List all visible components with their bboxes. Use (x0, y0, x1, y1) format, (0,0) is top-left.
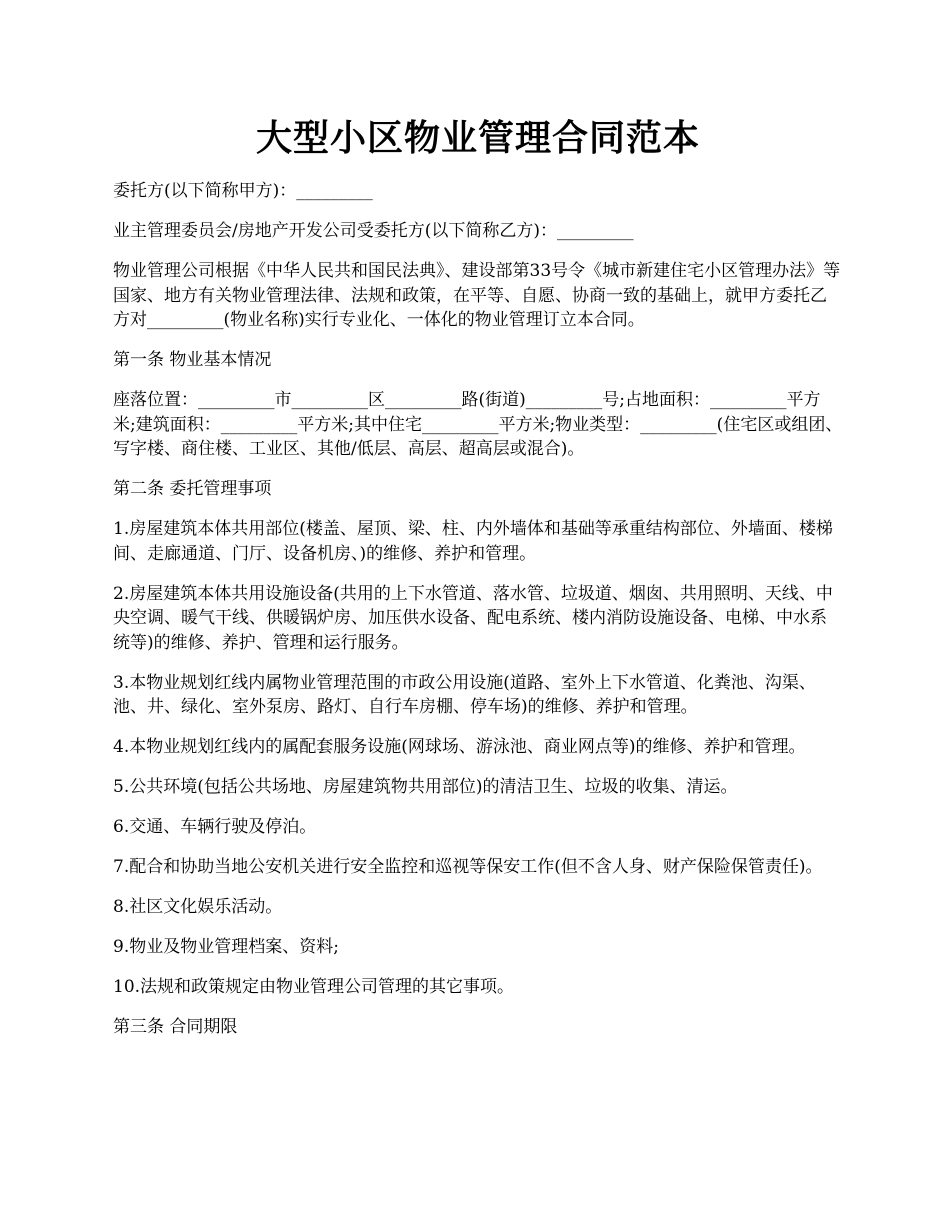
party-a-line: 委托方(以下简称甲方)：_________ (113, 181, 373, 201)
item-10-paragraph: 10.法规和政策规定由物业管理公司管理的其它事项。 (113, 977, 515, 997)
preamble-paragraph: 物业管理公司根据《中华人民共和国民法典》、建设部第33号令《城市新建住宅小区管理办法》等国家、地方有关物业管理法律、法规和政策，在平等、自愿、协商一致的基础上，就甲方委托乙方对_________(物业名称)实行专业化、一体化的物业管理订立本合同。 (113, 261, 841, 330)
item-6-paragraph: 6.交通、车辆行驶及停泊。 (113, 817, 317, 837)
item-4-paragraph: 4.本物业规划红线内的属配套服务设施(网球场、游泳池、商业网点等)的维修、养护和管理。 (113, 737, 806, 757)
document-page (113, 0, 843, 1040)
article-2-heading: 第二条 委托管理事项 (113, 479, 272, 499)
item-5-paragraph: 5.公共环境(包括公共场地、房屋建筑物共用部位)的清洁卫生、垃圾的收集、清运。 (113, 777, 738, 797)
party-b-line: 业主管理委员会/房地产开发公司受委托方(以下简称乙方)：_________ (113, 221, 634, 241)
item-9-paragraph: 9.物业及物业管理档案、资料; (113, 937, 339, 957)
item-3-paragraph: 3.本物业规划红线内属物业管理范围的市政公用设施(道路、室外上下水管道、化粪池、沟渠、池、井、绿化、室外泵房、路灯、自行车房棚、停车场)的维修、养护和管理。 (113, 672, 816, 717)
item-1-paragraph: 1.房屋建筑本体共用部位(楼盖、屋顶、梁、柱、内外墙体和基础等承重结构部位、外墙面、楼梯间、走廊通道、门厅、设备机房、)的维修、养护和管理。 (113, 519, 833, 564)
document-title: 大型小区物业管理合同范本 (255, 117, 700, 159)
article-1-heading: 第一条 物业基本情况 (113, 350, 272, 370)
article-3-heading: 第三条 合同期限 (113, 1017, 238, 1037)
item-7-paragraph: 7.配合和协助当地公安机关进行安全监控和巡视等保安工作(但不含人身、财产保险保管责任)。 (113, 857, 823, 877)
property-info-paragraph: 座落位置：_________市_________区_________路(街道)_________号;占地面积：_________平方米;建筑面积：_________平方米;其中住宅_________平方米;物业类型：_________(住宅区或组团、写字楼、商住楼、工业区、其他/低层、高层、超高层或混合)。 (113, 390, 843, 459)
item-8-paragraph: 8.社区文化娱乐活动。 (113, 897, 283, 917)
item-2-paragraph: 2.房屋建筑本体共用设施设备(共用的上下水管道、落水管、垃圾道、烟囱、共用照明、天线、中央空调、暖气干线、供暖锅炉房、加压供水设备、配电系统、楼内消防设施设备、电梯、中水系统等)的维修、养护、管理和运行服务。 (113, 583, 833, 653)
